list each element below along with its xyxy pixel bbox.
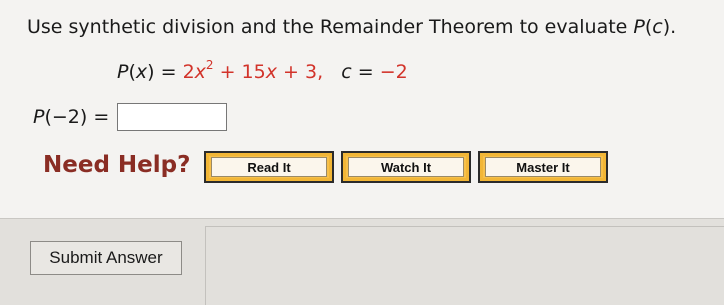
need-help-label: Need Help? — [43, 152, 191, 178]
divider-horizontal — [205, 226, 724, 227]
question-arg: c — [652, 16, 663, 38]
eq-c-label: c — [341, 61, 352, 83]
eq-exponent: 2 — [205, 58, 214, 72]
eq-term-c: + 3, — [283, 61, 324, 83]
answer-arg: (−2) — [44, 106, 88, 128]
eq-var-b: x — [265, 61, 277, 83]
answer-row — [33, 103, 227, 131]
eq-equals: = — [160, 61, 177, 83]
question-prompt: Use synthetic division and the Remainder Theorem to evaluate — [27, 16, 634, 38]
question-text: Use synthetic division and the Remainder Theorem to evaluate P(c). — [27, 16, 677, 38]
read-it-button[interactable] — [204, 151, 334, 183]
eq-polynomial — [182, 58, 324, 83]
eq-var-a: x — [194, 61, 206, 83]
master-it-label: Master It — [485, 157, 601, 177]
read-it-label: Read It — [211, 157, 327, 177]
answer-input[interactable] — [117, 103, 227, 131]
question-period: . — [670, 16, 677, 38]
watch-it-label: Watch It — [348, 157, 464, 177]
master-it-button[interactable] — [478, 151, 608, 183]
eq-coef-a: 2 — [182, 61, 195, 83]
eq-var: x — [135, 61, 148, 83]
answer-equals: = — [93, 106, 110, 128]
eq-term-b: + 15 — [219, 61, 266, 83]
eq-c-value: −2 — [379, 61, 408, 83]
watch-it-button[interactable] — [341, 151, 471, 183]
eq-func: P — [117, 61, 129, 83]
question-func: P — [633, 16, 645, 38]
divider-vertical — [205, 226, 206, 305]
polynomial-equation: $P(x) = 2x^2 + 15x + 3$, c = −2 — [117, 58, 408, 83]
eq-c-equals: = — [357, 61, 374, 83]
answer-func: P — [33, 106, 45, 128]
submit-answer-button[interactable]: Submit Answer — [30, 241, 182, 275]
